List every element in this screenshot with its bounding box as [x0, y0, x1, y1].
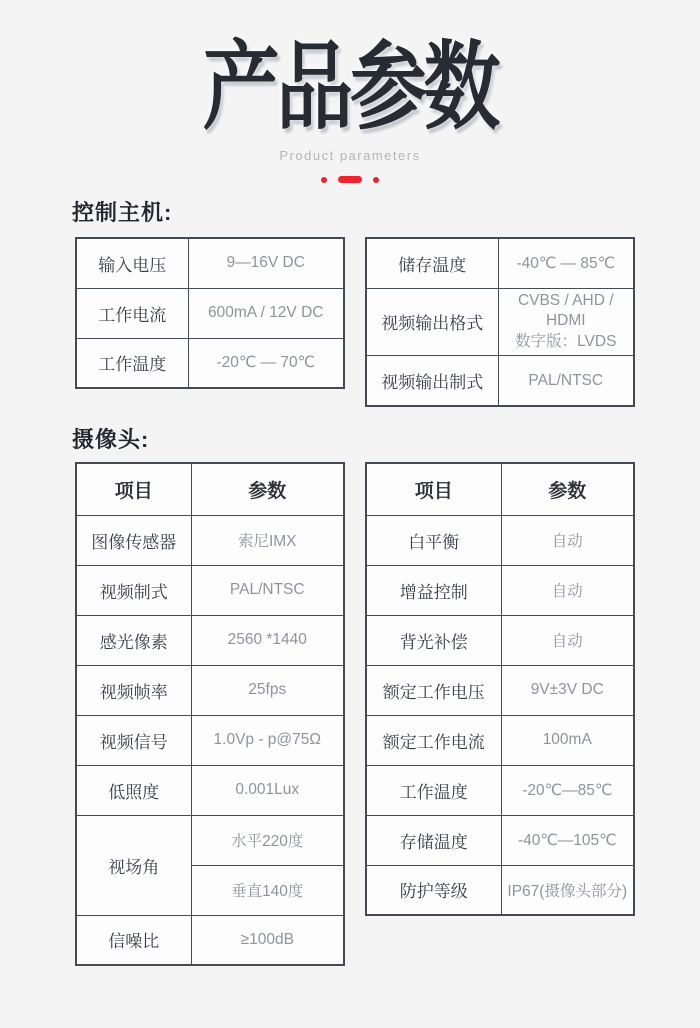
spec-value-cell: -20℃ — 70℃: [188, 338, 344, 388]
host-spec-table-right: [365, 237, 635, 407]
spec-value-cell: 25fps: [191, 665, 344, 715]
host-spec-table-left: [75, 237, 345, 389]
spec-label-cell: 额定工作电流: [366, 715, 501, 765]
table-row: [366, 715, 634, 765]
spec-value-cell: -40℃—105℃: [501, 815, 634, 865]
spec-value-cell: 水平220度: [191, 815, 344, 865]
spec-value-cell: 600mA / 12V DC: [188, 288, 344, 338]
table-row: [76, 665, 344, 715]
spec-value-cell: IP67(摄像头部分): [501, 865, 634, 915]
spec-value-cell: 9V±3V DC: [501, 665, 634, 715]
table-header-row: [366, 463, 634, 515]
camera-tables: [75, 462, 635, 966]
spec-value-cell: -40℃ — 85℃: [498, 238, 634, 288]
host-tables: [75, 237, 635, 407]
table-row: [366, 615, 634, 665]
red-divider: [0, 176, 700, 183]
spec-label-cell: 视频输出格式: [366, 288, 498, 356]
spec-label-cell: 视频信号: [76, 715, 191, 765]
spec-label-cell: 防护等级: [366, 865, 501, 915]
spec-value-cell: PAL/NTSC: [191, 565, 344, 615]
table-row: [366, 565, 634, 615]
spec-value-line-2: 数字版：LVDS: [515, 333, 617, 351]
column-header-parameter: 参数: [501, 463, 634, 515]
spec-label-cell: 图像传感器: [76, 515, 191, 565]
section-heading-host: 控制主机:: [72, 200, 173, 225]
divider-dot-right-icon: [373, 177, 379, 183]
spec-label-cell: 工作温度: [366, 765, 501, 815]
table-row: [76, 715, 344, 765]
table-row: [76, 765, 344, 815]
spec-label-cell: 输入电压: [76, 238, 188, 288]
spec-value-cell: [498, 288, 634, 356]
spec-label-cell: 存储温度: [366, 815, 501, 865]
spec-label-cell: 额定工作电压: [366, 665, 501, 715]
spec-label-cell: 工作电流: [76, 288, 188, 338]
camera-spec-table-right: [365, 462, 635, 916]
table-row: [366, 288, 634, 356]
table-header-row: [76, 463, 344, 515]
table-row: [366, 515, 634, 565]
spec-value-line-1: CVBS / AHD / HDMI: [517, 291, 614, 330]
table-row: [76, 338, 344, 388]
spec-value-cell: -20℃—85℃: [501, 765, 634, 815]
spec-value-cell: 1.0Vp - p@75Ω: [191, 715, 344, 765]
table-row: [366, 665, 634, 715]
divider-dash-icon: [338, 176, 362, 183]
table-row: [76, 565, 344, 615]
spec-label-cell: 低照度: [76, 765, 191, 815]
page-subtitle: Product parameters: [279, 148, 421, 163]
spec-label-cell: 视频制式: [76, 565, 191, 615]
spec-value-cell: 自动: [501, 515, 634, 565]
spec-value-cell: 0.001Lux: [191, 765, 344, 815]
column-header-item: 项目: [366, 463, 501, 515]
spec-label-cell: 白平衡: [366, 515, 501, 565]
spec-label-cell: 视频帧率: [76, 665, 191, 715]
spec-label-cell: 储存温度: [366, 238, 498, 288]
table-row: [76, 238, 344, 288]
table-row: [76, 288, 344, 338]
spec-label-cell: 工作温度: [76, 338, 188, 388]
table-row: [76, 615, 344, 665]
spec-label-cell: 增益控制: [366, 565, 501, 615]
spec-value-cell: 索尼IMX: [191, 515, 344, 565]
hero-header: [0, 34, 700, 183]
column-header-parameter: 参数: [191, 463, 344, 515]
table-row: [76, 515, 344, 565]
spec-value-cell: 100mA: [501, 715, 634, 765]
spec-value-cell: PAL/NTSC: [498, 356, 634, 406]
spec-label-cell: 视频输出制式: [366, 356, 498, 406]
spec-value-cell: 自动: [501, 615, 634, 665]
spec-value-cell: ≥100dB: [191, 915, 344, 965]
divider-dot-left-icon: [321, 177, 327, 183]
section-heading-camera: 摄像头:: [72, 427, 150, 452]
table-row: [76, 815, 344, 865]
spec-label-cell: 信噪比: [76, 915, 191, 965]
camera-spec-table-left: [75, 462, 345, 966]
spec-value-cell: 2560 *1440: [191, 615, 344, 665]
table-row: [366, 238, 634, 288]
spec-label-cell: 背光补偿: [366, 615, 501, 665]
spec-value-cell: 垂直140度: [191, 865, 344, 915]
table-row: [76, 915, 344, 965]
spec-label-cell: 感光像素: [76, 615, 191, 665]
table-row: [366, 815, 634, 865]
spec-value-cell: 9—16V DC: [188, 238, 344, 288]
spec-label-cell-merged: 视场角: [76, 815, 191, 915]
table-row: [366, 865, 634, 915]
column-header-item: 项目: [76, 463, 191, 515]
table-row: [366, 356, 634, 406]
spec-value-cell: 自动: [501, 565, 634, 615]
page-title: 产品参数: [202, 34, 498, 141]
table-row: [366, 765, 634, 815]
